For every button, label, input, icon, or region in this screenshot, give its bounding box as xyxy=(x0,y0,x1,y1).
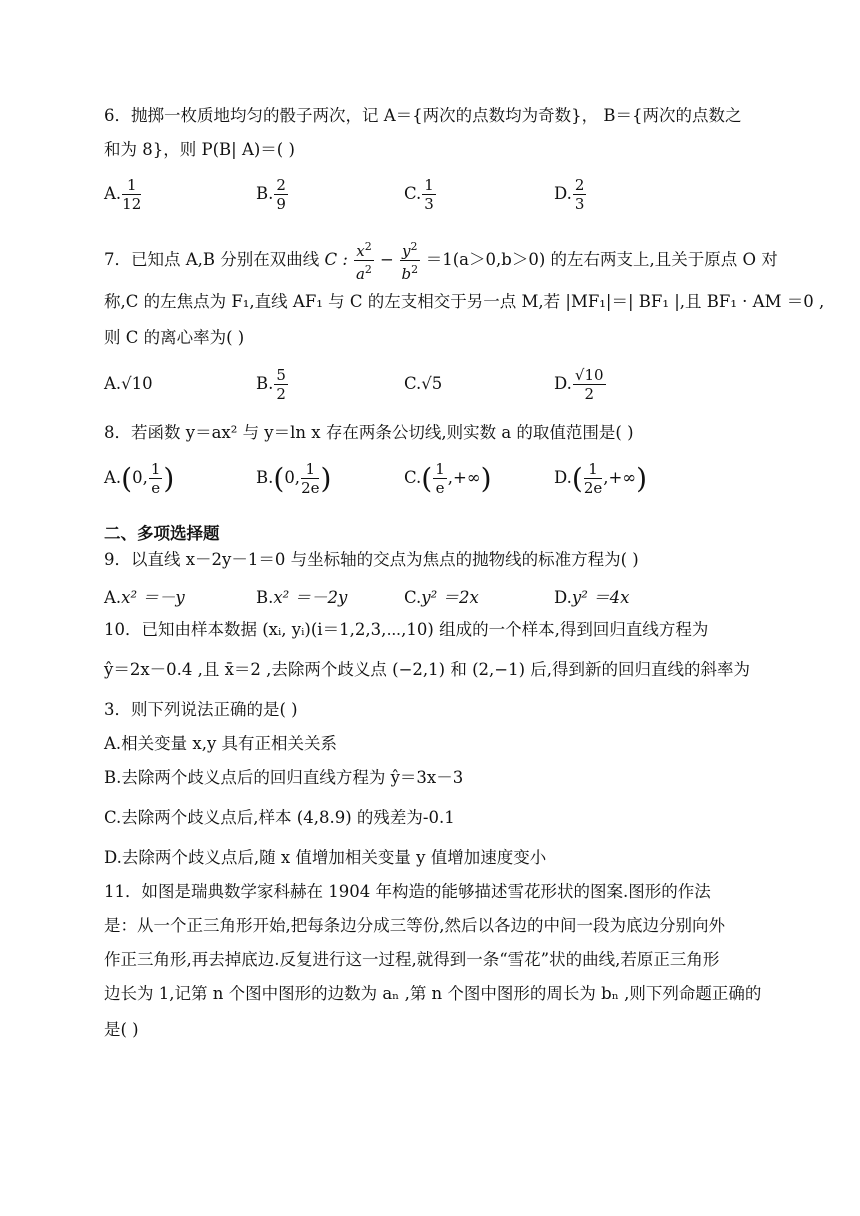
q9-stem: 9．以直线 x－2y－1＝0 与坐标轴的交点为焦点的抛物线的标准方程为( ) xyxy=(104,550,639,569)
q8-option-c[interactable]: C.( $\frac{1}{e}$ ,+∞) xyxy=(404,460,492,497)
q10-option-c[interactable]: C.去除两个歧义点后,样本 (4,8.9) 的残差为-0.1 xyxy=(104,808,455,827)
q11-stem-line1: 11．如图是瑞典数学家科赫在 1904 年构造的能够描述雪花形状的图案.图形的作法 xyxy=(104,882,711,901)
q8-option-a[interactable]: A.(0, $\frac{1}{e}$ ) xyxy=(104,460,175,497)
q7-stem-line1: 7．已知点 A,B 分别在双曲线 C : $\frac{x^2}{a^2}$ − $\frac{y^2}{b^2}$ ＝1(a＞0,b＞0) 的左右两支上,且关于原点 O 对 xyxy=(104,240,778,283)
q9-option-c[interactable]: C.y² ＝2x xyxy=(404,588,479,607)
q6-stem-line1: 6．抛掷一枚质地均匀的骰子两次，记 A＝{两次的点数均为奇数}， B＝{两次的点数之 xyxy=(104,106,742,125)
q11-stem-line3: 作正三角形,再去掉底边.反复进行这一过程,就得到一条“雪花”状的曲线,若原正三角形 xyxy=(104,950,720,969)
q9-option-d[interactable]: D.y² ＝4x xyxy=(554,588,630,607)
q7-option-c[interactable]: C.√5 xyxy=(404,374,443,393)
q6-stem-line2: 和为 8}，则 P(B| A)＝( ) xyxy=(104,140,295,159)
q7-option-a[interactable]: A.√10 xyxy=(104,374,153,393)
q11-stem-line5: 是( ) xyxy=(104,1020,139,1039)
q11-stem-line4: 边长为 1,记第 n 个图中图形的边数为 aₙ ,第 n 个图中图形的周长为 bₙ ,则下列命题正确的 xyxy=(104,984,762,1003)
q7-stem-line3: 则 C 的离心率为( ) xyxy=(104,328,245,347)
q6-option-c[interactable]: C. $\frac{1}{3}$ xyxy=(404,176,434,213)
q7-stem-line2: 称,C 的左焦点为 F₁,直线 AF₁ 与 C 的左支相交于另一点 M,若 |MF₁|＝| BF₁ |,且 BF₁ · AM ＝0 , xyxy=(104,292,825,311)
q10-option-a[interactable]: A.相关变量 x,y 具有正相关关系 xyxy=(104,734,338,753)
q6-option-b[interactable]: B. $\frac{2}{9}$ xyxy=(256,176,286,213)
q10-stem-line3: 3．则下列说法正确的是( ) xyxy=(104,700,298,719)
q10-stem-line1: 10．已知由样本数据 (xᵢ, yᵢ)(i＝1,2,3,⋯,10) 组成的一个样本,得到回归直线方程为 xyxy=(104,620,709,639)
q7-option-d[interactable]: D. $\frac{√10}{2}$ xyxy=(554,366,604,403)
q8-option-b[interactable]: B.(0, $\frac{1}{2e}$ ) xyxy=(256,460,332,497)
q8-stem: 8．若函数 y＝ax² 与 y＝ln x 存在两条公切线,则实数 a 的取值范围是( ) xyxy=(104,423,634,442)
q11-stem-line2: 是：从一个正三角形开始,把每条边分成三等份,然后以各边的中间一段为底边分别向外 xyxy=(104,916,725,935)
q10-option-b[interactable]: B.去除两个歧义点后的回归直线方程为 ŷ＝3x－3 xyxy=(104,768,464,787)
q6-option-a[interactable]: A. $\frac{1}{12}$ xyxy=(104,176,142,213)
q6-option-d[interactable]: D. $\frac{2}{3}$ xyxy=(554,176,585,213)
q10-stem-line2: ŷ＝2x－0.4 ,且 x̄＝2 ,去除两个歧义点 (−2,1) 和 (2,−1) 后,得到新的回归直线的斜率为 xyxy=(104,660,750,679)
q7-option-b[interactable]: B. $\frac{5}{2}$ xyxy=(256,366,286,403)
q8-option-d[interactable]: D.( $\frac{1}{2e}$ ,+∞) xyxy=(554,460,648,497)
q9-option-a[interactable]: A.x² ＝－y xyxy=(104,588,185,607)
q9-option-b[interactable]: B.x² ＝－2y xyxy=(256,588,348,607)
section-heading-multiple-choice: 二、多项选择题 xyxy=(104,524,220,543)
q10-option-d[interactable]: D.去除两个歧义点后,随 x 值增加相关变量 y 值增加速度变小 xyxy=(104,848,547,867)
